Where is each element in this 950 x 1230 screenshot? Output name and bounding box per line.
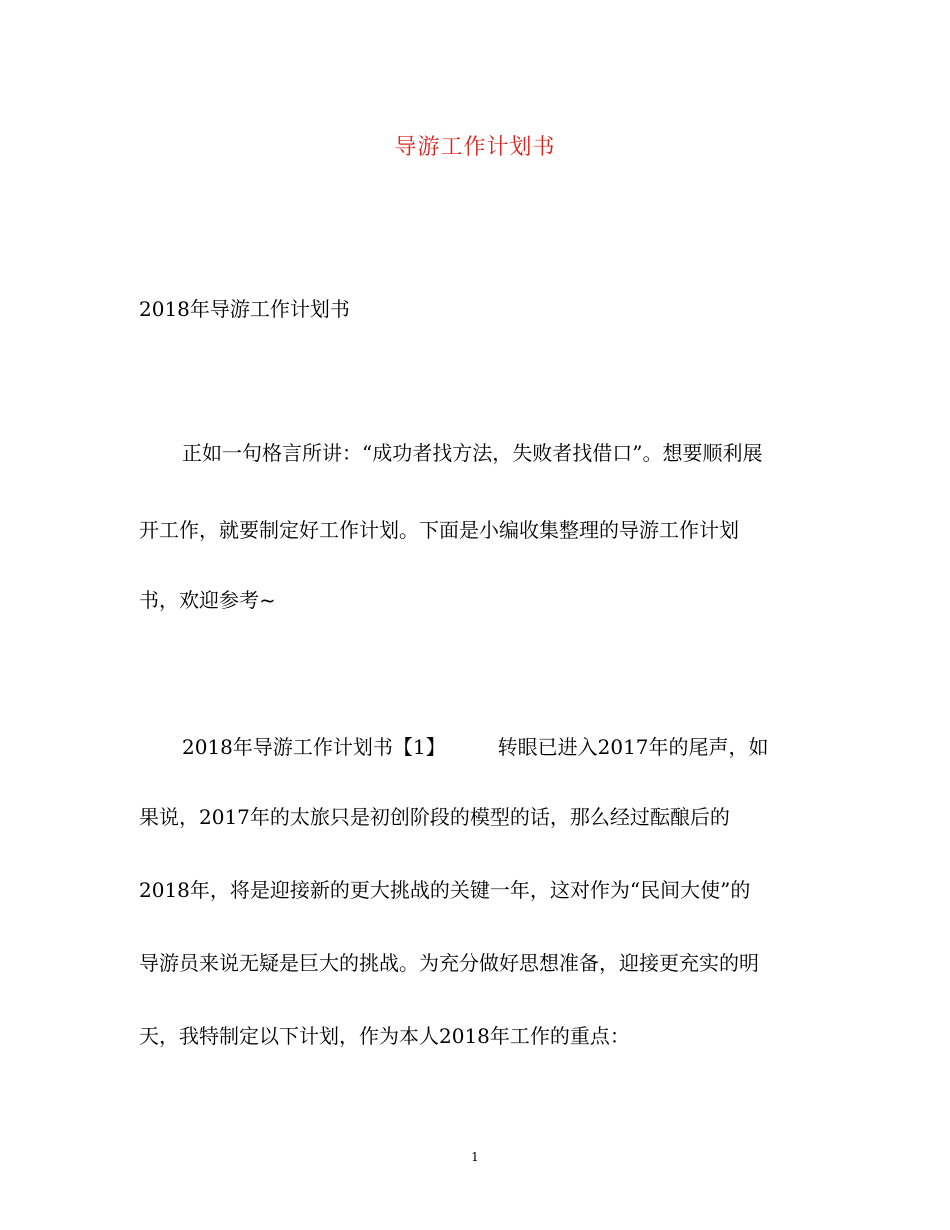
paragraph-first-line (182, 731, 769, 760)
page-number: 1 (471, 1150, 479, 1164)
section-heading: 2018年导游工作计划书【1】 (182, 735, 446, 759)
paragraph-line: 2018年，将是迎接新的更大挑战的关键一年，这对作为“民间大使”的 (139, 878, 751, 902)
document-subtitle: 2018年导游工作计划书 (139, 297, 350, 321)
paragraph-line-rest: 转眼已进入2017年的尾声，如 (497, 735, 769, 759)
document-title: 导游工作计划书 (394, 135, 556, 160)
paragraph-line: 开工作，就要制定好工作计划。下面是小编收集整理的导游工作计划 (139, 518, 739, 542)
paragraph-line: 天，我特制定以下计划，作为本人2018年工作的重点： (139, 1024, 630, 1048)
paragraph-line: 果说，2017年的太旅只是初创阶段的模型的话，那么经过酝酿后的 (139, 805, 730, 829)
paragraph-line: 书，欢迎参考~ (139, 588, 276, 612)
paragraph-line: 正如一句格言所讲：“成功者找方法，失败者找借口”。想要顺利展 (182, 441, 763, 465)
paragraph-line: 导游员来说无疑是巨大的挑战。为充分做好思想准备，迎接更充实的明 (139, 951, 759, 975)
